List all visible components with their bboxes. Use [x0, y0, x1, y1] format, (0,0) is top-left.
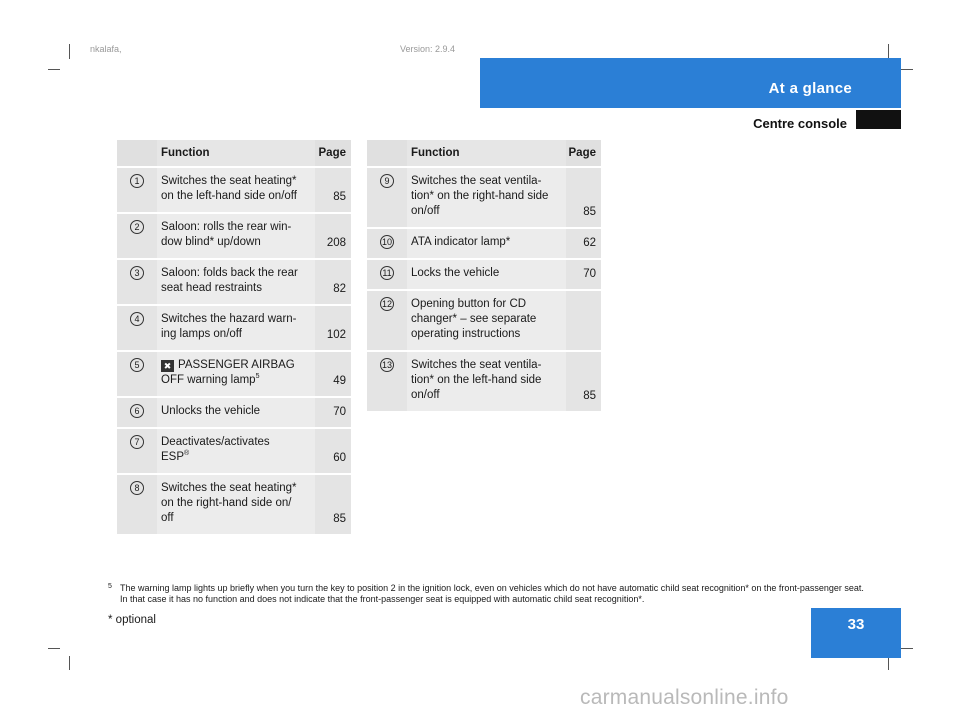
crop-mark: [901, 648, 913, 649]
page-ref: 85: [315, 475, 351, 534]
function-line: [161, 481, 311, 496]
function-line: [411, 235, 562, 250]
item-number: 9: [380, 174, 394, 188]
footnote: [108, 583, 868, 605]
footnote-text: The warning lamp lights up briefly when you turn the key to position 2 in the ignition lock, even on vehicles which do not have automatic child seat recognition* on the front-passenger seat. In that case it has no function and does not indicate that the front-passenger seat is equipped with automatic child seat recognition*.: [120, 583, 864, 604]
item-number-cell: [117, 352, 157, 396]
table-row: [117, 352, 351, 396]
function-text: tion* on the left-hand side: [411, 374, 542, 386]
crop-mark: [69, 656, 70, 670]
function-line: [161, 174, 311, 189]
item-number-cell: [367, 291, 407, 350]
function-text: seat head restraints: [161, 282, 263, 294]
item-number-cell: [117, 168, 157, 212]
table-row: [367, 168, 601, 227]
table-row: [367, 352, 601, 411]
item-number: 11: [380, 266, 394, 280]
function-text: Switches the seat ventila-: [411, 175, 542, 187]
table-row: [367, 260, 601, 289]
function-text: on/off: [411, 205, 440, 217]
item-number: 2: [130, 220, 144, 234]
function-line: [411, 189, 562, 204]
item-number-cell: [117, 260, 157, 304]
crop-mark: [888, 656, 889, 670]
print-meta-left: nkalafa,: [90, 44, 122, 54]
page-ref: 70: [315, 398, 351, 427]
function-table-left: [117, 138, 351, 536]
function-line: [411, 312, 562, 327]
page-ref: 70: [566, 260, 601, 289]
function-line: [161, 404, 311, 419]
function-text: off: [161, 512, 174, 524]
function-line: [161, 266, 311, 281]
function-cell: [157, 260, 315, 304]
function-text: Saloon: folds back the rear: [161, 267, 298, 279]
function-text: dow blind* up/down: [161, 236, 261, 248]
item-number: 8: [130, 481, 144, 495]
item-number-cell: [117, 214, 157, 258]
function-text: Opening button for CD: [411, 298, 527, 310]
function-table-right: [367, 138, 601, 413]
function-cell: [157, 168, 315, 212]
item-number: 10: [381, 237, 392, 247]
item-number: 4: [130, 312, 144, 326]
function-text: ATA indicator lamp*: [411, 236, 511, 248]
page-ref: 49: [315, 352, 351, 396]
crop-mark: [901, 69, 913, 70]
function-text: changer* – see separate: [411, 313, 537, 325]
subsection-title: Centre console: [753, 116, 847, 131]
table-row: [117, 429, 351, 473]
function-cell: [157, 352, 315, 396]
table-row: [117, 214, 351, 258]
function-text: on the left-hand side on/off: [161, 190, 297, 202]
optional-note: * optional: [108, 614, 156, 626]
item-number-cell: [367, 168, 407, 227]
function-line: [161, 358, 311, 373]
item-number: 7: [130, 435, 144, 449]
item-number-cell: [117, 429, 157, 473]
function-line: [411, 373, 562, 388]
function-line: [161, 220, 311, 235]
item-number-cell: [117, 398, 157, 427]
function-line: [161, 281, 311, 296]
header-page: Page: [566, 140, 601, 166]
function-cell: [407, 229, 566, 258]
print-meta-version: Version: 2.9.4: [400, 44, 456, 54]
function-text: PASSENGER AIRBAG: [178, 359, 295, 371]
item-number-cell: [367, 229, 407, 258]
page-ref: 62: [566, 229, 601, 258]
function-line: [411, 388, 562, 403]
function-text: ing lamps on/off: [161, 328, 242, 340]
function-text: Deactivates/activates: [161, 436, 270, 448]
function-text: tion* on the right-hand side: [411, 190, 549, 202]
item-number: 6: [130, 404, 144, 418]
page-number: 33: [847, 616, 865, 633]
function-text: operating instructions: [411, 328, 521, 340]
function-line: [411, 266, 562, 281]
header-num-cell: [117, 140, 157, 166]
table-row: [367, 229, 601, 258]
table-row: [117, 260, 351, 304]
page-number-box: [811, 608, 901, 658]
header-page: Page: [315, 140, 351, 166]
function-line: [161, 373, 311, 388]
header-function: Function: [157, 140, 315, 166]
function-cell: [157, 214, 315, 258]
function-line: [161, 450, 311, 465]
function-line: [161, 235, 311, 250]
function-line: [161, 435, 311, 450]
header-function: Function: [407, 140, 566, 166]
tab-marker: [856, 110, 901, 129]
page-ref: 60: [315, 429, 351, 473]
section-title: At a glance: [768, 80, 852, 97]
item-number: 5: [130, 358, 144, 372]
function-line: [161, 312, 311, 327]
footnote-mark: 5: [108, 583, 112, 590]
watermark: carmanualsonline.info: [580, 686, 789, 709]
table-row: [117, 398, 351, 427]
function-line: [411, 297, 562, 312]
crop-mark: [48, 69, 60, 70]
function-line: [161, 327, 311, 342]
table-header-row: [117, 140, 351, 166]
item-number: 1: [130, 174, 144, 188]
function-cell: [157, 475, 315, 534]
function-cell: [407, 168, 566, 227]
page-ref: 85: [566, 168, 601, 227]
function-line: [411, 174, 562, 189]
table-row: [367, 291, 601, 350]
function-cell: [407, 291, 566, 350]
function-text: Unlocks the vehicle: [161, 405, 261, 417]
item-number-cell: [117, 306, 157, 350]
function-line: [411, 327, 562, 342]
page-ref: 208: [315, 214, 351, 258]
item-number: 12: [381, 299, 392, 309]
function-text: Saloon: rolls the rear win-: [161, 221, 292, 233]
item-number: 3: [130, 266, 144, 280]
crop-mark: [888, 44, 889, 59]
page-ref: [566, 291, 601, 350]
function-cell: [157, 306, 315, 350]
superscript: 5: [255, 373, 260, 381]
table-row: [117, 306, 351, 350]
page-ref: 102: [315, 306, 351, 350]
function-cell: [407, 352, 566, 411]
header-num-cell: [367, 140, 407, 166]
airbag-off-icon: ✖: [161, 360, 174, 372]
superscript: ®: [184, 450, 190, 458]
item-number-cell: [367, 352, 407, 411]
function-text: Locks the vehicle: [411, 267, 500, 279]
function-text: Switches the seat heating*: [161, 482, 297, 494]
function-text: on/off: [411, 389, 440, 401]
function-cell: [407, 260, 566, 289]
function-cell: [157, 398, 315, 427]
function-text: OFF warning lamp: [161, 374, 256, 386]
table-row: [117, 168, 351, 212]
function-cell: [157, 429, 315, 473]
page-ref: 85: [566, 352, 601, 411]
function-text: Switches the hazard warn-: [161, 313, 297, 325]
function-line: [161, 189, 311, 204]
page-ref: 85: [315, 168, 351, 212]
table-row: [117, 475, 351, 534]
crop-mark: [48, 648, 60, 649]
function-line: [411, 358, 562, 373]
function-line: [161, 511, 311, 526]
function-text: Switches the seat heating*: [161, 175, 297, 187]
table-header-row: [367, 140, 601, 166]
item-number-cell: [117, 475, 157, 534]
page-ref: 82: [315, 260, 351, 304]
function-line: [161, 496, 311, 511]
item-number-cell: [367, 260, 407, 289]
item-number: 13: [381, 360, 392, 370]
crop-mark: [69, 44, 70, 59]
function-text: Switches the seat ventila-: [411, 359, 542, 371]
function-text: ESP: [161, 451, 185, 463]
function-line: [411, 204, 562, 219]
function-text: on the right-hand side on/: [161, 497, 292, 509]
